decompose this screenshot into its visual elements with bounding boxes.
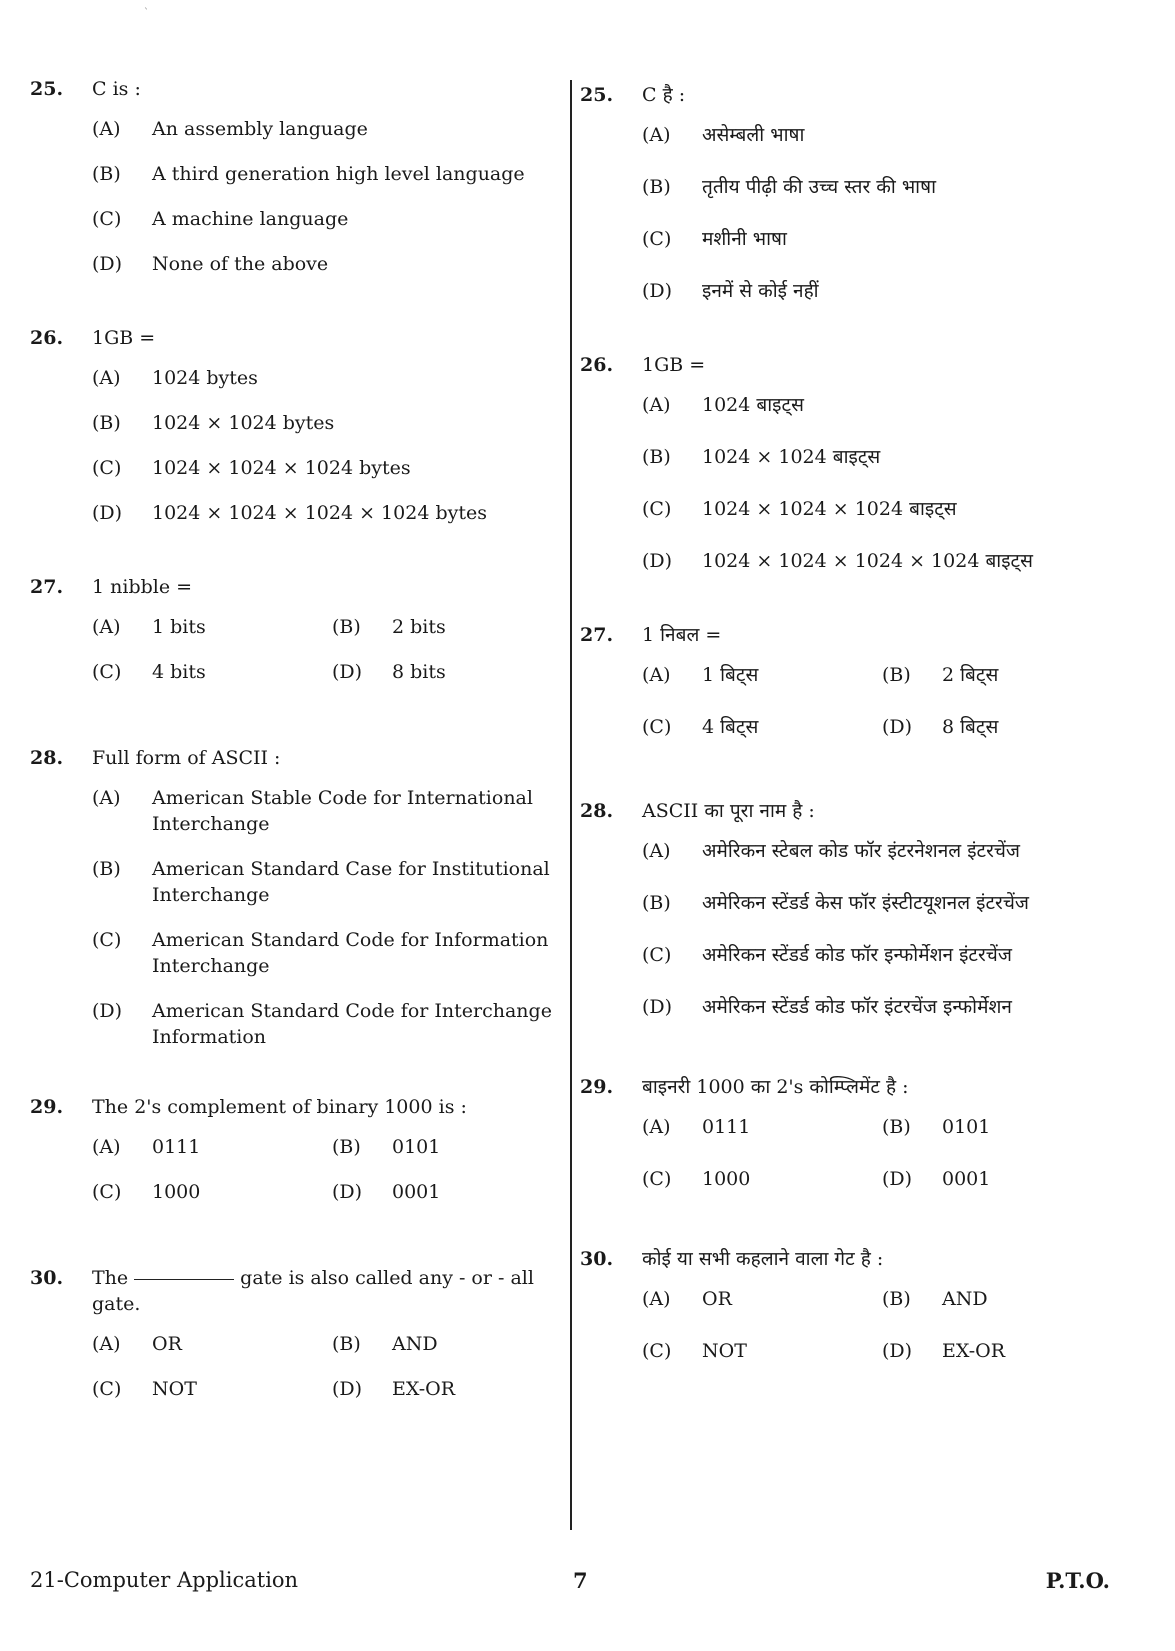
option <box>642 1114 882 1140</box>
option-label: (C) <box>92 1378 122 1400</box>
option <box>332 1134 572 1160</box>
option-text: American Standard Code for Interchange Information <box>152 1000 552 1048</box>
option-text: OR <box>152 1333 182 1355</box>
option-text: 1000 <box>702 1168 751 1190</box>
option-text: अमेरिकन स्टेंडर्ड केस फॉर इंस्टीटयूशनल इंटरचेंज <box>702 892 1029 914</box>
question-number: 26. <box>580 354 614 376</box>
option-text: 1024 × 1024 बाइट्स <box>702 446 881 468</box>
option-label: (A) <box>642 124 671 146</box>
option-text: 1 bits <box>152 616 206 638</box>
option-text: 0001 <box>942 1168 991 1190</box>
option <box>92 365 558 391</box>
option <box>642 1166 882 1192</box>
option <box>332 614 572 640</box>
option <box>92 500 558 526</box>
option-text: OR <box>702 1288 732 1310</box>
option-label: (B) <box>92 412 121 434</box>
question-30-en <box>30 1265 558 1402</box>
option-label: (A) <box>92 367 121 389</box>
option <box>642 226 1120 252</box>
page-footer <box>30 1568 1120 1598</box>
option-text: 1 बिट्स <box>702 664 759 686</box>
hindi-column <box>580 70 1120 1364</box>
option-label: (D) <box>92 1000 123 1022</box>
option <box>92 1376 332 1402</box>
option-text: EX-OR <box>942 1340 1006 1362</box>
option-text: 1024 बाइट्स <box>702 394 804 416</box>
option-label: (C) <box>642 944 672 966</box>
option-text: मशीनी भाषा <box>702 228 787 250</box>
option-text: NOT <box>702 1340 747 1362</box>
option-label: (C) <box>642 1168 672 1190</box>
footer-subject: 21-Computer Application <box>30 1568 299 1592</box>
question-text-before: The <box>92 1267 129 1289</box>
option-label: (B) <box>332 1333 361 1355</box>
question-number: 27. <box>30 576 64 598</box>
question-text: The 2's complement of binary 1000 is : <box>92 1096 467 1118</box>
option <box>92 856 558 908</box>
question-29-en <box>30 1094 558 1205</box>
option-text: अमेरिकन स्टेंडर्ड कोड फॉर इन्फोर्मेशन इंटरचेंज <box>702 944 1012 966</box>
question-number: 25. <box>580 84 614 106</box>
option-text: American Stable Code for International Interchange <box>152 787 533 835</box>
option-text: 4 bits <box>152 661 206 683</box>
option <box>882 1114 1122 1140</box>
option-text: असेम्बली भाषा <box>702 124 805 146</box>
option-text: 1024 × 1024 × 1024 × 1024 bytes <box>152 502 487 524</box>
option <box>882 662 1122 688</box>
option-label: (D) <box>92 502 123 524</box>
question-text: बाइनरी 1000 का 2's कोम्प्लिमेंट है : <box>642 1076 909 1098</box>
option-label: (B) <box>642 176 671 198</box>
option-label: (B) <box>92 858 121 880</box>
option <box>642 1286 882 1312</box>
option <box>642 174 1120 200</box>
option-text: AND <box>942 1288 988 1310</box>
question-30-hi <box>580 1246 1120 1364</box>
option-label: (D) <box>92 253 123 275</box>
option-label: (D) <box>882 1340 913 1362</box>
option <box>332 659 572 685</box>
option <box>92 1134 332 1160</box>
option-label: (C) <box>642 716 672 738</box>
option-label: (D) <box>882 716 913 738</box>
option-label: (C) <box>92 1181 122 1203</box>
option-label: (B) <box>882 1288 911 1310</box>
fill-in-blank <box>134 1279 234 1280</box>
option <box>92 410 558 436</box>
option-label: (A) <box>92 787 121 809</box>
option <box>642 122 1120 148</box>
option-text: 8 bits <box>392 661 446 683</box>
option <box>92 251 558 277</box>
option-label: (B) <box>332 1136 361 1158</box>
option-label: (A) <box>92 616 121 638</box>
option-label: (A) <box>92 1333 121 1355</box>
option <box>92 614 332 640</box>
option-text: 0111 <box>702 1116 751 1138</box>
question-number: 30. <box>580 1248 614 1270</box>
option-label: (A) <box>642 1288 671 1310</box>
option-label: (B) <box>882 1116 911 1138</box>
question-text: 1 निबल = <box>642 624 722 646</box>
option-label: (B) <box>642 892 671 914</box>
question-25-hi <box>580 82 1120 304</box>
column-divider <box>570 80 572 1530</box>
option-label: (B) <box>92 163 121 185</box>
option-text: 2 bits <box>392 616 446 638</box>
option <box>882 1286 1122 1312</box>
option-text: American Standard Case for Institutional Interchange <box>152 858 550 906</box>
option <box>92 659 332 685</box>
option <box>642 496 1120 522</box>
option <box>642 714 882 740</box>
option-text: 0101 <box>942 1116 991 1138</box>
question-25-en <box>30 76 558 277</box>
option <box>882 714 1122 740</box>
option-label: (A) <box>642 1116 671 1138</box>
question-text: कोई या सभी कहलाने वाला गेट है : <box>642 1248 884 1270</box>
option-label: (D) <box>332 1378 363 1400</box>
option-text: 1024 bytes <box>152 367 258 389</box>
option-text: 1024 × 1024 × 1024 बाइट्स <box>702 498 957 520</box>
option <box>642 890 1120 916</box>
option-label: (C) <box>92 661 122 683</box>
english-column <box>30 70 558 1402</box>
option-label: (C) <box>642 1340 672 1362</box>
question-28-hi <box>580 798 1120 1020</box>
question-text: C है : <box>642 84 686 106</box>
option-text: 1024 × 1024 × 1024 bytes <box>152 457 411 479</box>
question-text-after: gate is also called any - or - all gate. <box>92 1267 534 1315</box>
question-26-hi <box>580 352 1120 574</box>
option-text: 2 बिट्स <box>942 664 999 686</box>
option <box>642 548 1120 574</box>
option <box>92 998 558 1050</box>
option-text: 0101 <box>392 1136 441 1158</box>
question-text: Full form of ASCII : <box>92 747 281 769</box>
question-text: ASCII का पूरा नाम है : <box>642 800 815 822</box>
option-label: (C) <box>642 498 672 520</box>
option-label: (B) <box>642 446 671 468</box>
option-text: A machine language <box>152 208 349 230</box>
option <box>642 994 1120 1020</box>
option-text: 1024 × 1024 × 1024 × 1024 बाइट्स <box>702 550 1033 572</box>
option <box>882 1166 1122 1192</box>
question-text: C is : <box>92 78 141 100</box>
option-text: A third generation high level language <box>152 163 525 185</box>
option <box>92 785 558 837</box>
option-label: (C) <box>92 929 122 951</box>
option-text: 4 बिट्स <box>702 716 759 738</box>
option <box>92 455 558 481</box>
option <box>882 1338 1122 1364</box>
option-label: (D) <box>642 550 673 572</box>
option <box>92 206 558 232</box>
option <box>642 278 1120 304</box>
question-27-en <box>30 574 558 685</box>
page-number: 7 <box>573 1568 588 1593</box>
option <box>332 1179 572 1205</box>
please-turn-over: P.T.O. <box>1045 1568 1110 1593</box>
option <box>642 444 1120 470</box>
question-number: 28. <box>580 800 614 822</box>
option-text: अमेरिकन स्टेंडर्ड कोड फॉर इंटरचेंज इन्फोर्मेशन <box>702 996 1012 1018</box>
option-label: (D) <box>882 1168 913 1190</box>
question-27-hi <box>580 622 1120 740</box>
question-number: 29. <box>30 1096 64 1118</box>
question-text: 1GB = <box>92 327 156 349</box>
option-text: 0001 <box>392 1181 441 1203</box>
option <box>642 942 1120 968</box>
question-number: 27. <box>580 624 614 646</box>
option-text: तृतीय पीढ़ी की उच्च स्तर की भाषा <box>702 176 937 198</box>
scan-mark: ` <box>144 8 149 19</box>
option-text: 1024 × 1024 bytes <box>152 412 335 434</box>
option-text: 0111 <box>152 1136 201 1158</box>
option-text: NOT <box>152 1378 197 1400</box>
question-number: 29. <box>580 1076 614 1098</box>
option-label: (D) <box>642 996 673 1018</box>
option-label: (C) <box>642 228 672 250</box>
option <box>642 662 882 688</box>
option-label: (D) <box>642 280 673 302</box>
question-text <box>92 1265 558 1317</box>
option-label: (C) <box>92 457 122 479</box>
option-text: An assembly language <box>152 118 368 140</box>
question-26-en <box>30 325 558 526</box>
option-label: (A) <box>642 840 671 862</box>
option <box>92 927 558 979</box>
option-text: अमेरिकन स्टेबल कोड फॉर इंटरनेशनल इंटरचेंज <box>702 840 1021 862</box>
option-label: (B) <box>332 616 361 638</box>
option-text: AND <box>392 1333 438 1355</box>
option-text: EX-OR <box>392 1378 456 1400</box>
option <box>642 392 1120 418</box>
option-label: (A) <box>642 394 671 416</box>
question-number: 28. <box>30 747 64 769</box>
option <box>92 116 558 142</box>
option-label: (D) <box>332 1181 363 1203</box>
option-label: (C) <box>92 208 122 230</box>
option-text: इनमें से कोई नहीं <box>702 280 819 302</box>
question-number: 30. <box>30 1267 64 1289</box>
option <box>92 1331 332 1357</box>
question-number: 26. <box>30 327 64 349</box>
option-label: (B) <box>882 664 911 686</box>
option-label: (A) <box>642 664 671 686</box>
option-label: (A) <box>92 118 121 140</box>
option <box>642 838 1120 864</box>
option-text: 8 बिट्स <box>942 716 999 738</box>
question-text: 1GB = <box>642 354 706 376</box>
question-28-en <box>30 745 558 1050</box>
option-text: American Standard Code for Information Interchange <box>152 929 549 977</box>
option <box>332 1331 572 1357</box>
option <box>92 161 558 187</box>
option <box>332 1376 572 1402</box>
question-text: 1 nibble = <box>92 576 193 598</box>
option-text: None of the above <box>152 253 329 275</box>
option-text: 1000 <box>152 1181 201 1203</box>
option-label: (D) <box>332 661 363 683</box>
option-label: (A) <box>92 1136 121 1158</box>
option <box>92 1179 332 1205</box>
question-29-hi <box>580 1074 1120 1192</box>
question-number: 25. <box>30 78 64 100</box>
option <box>642 1338 882 1364</box>
